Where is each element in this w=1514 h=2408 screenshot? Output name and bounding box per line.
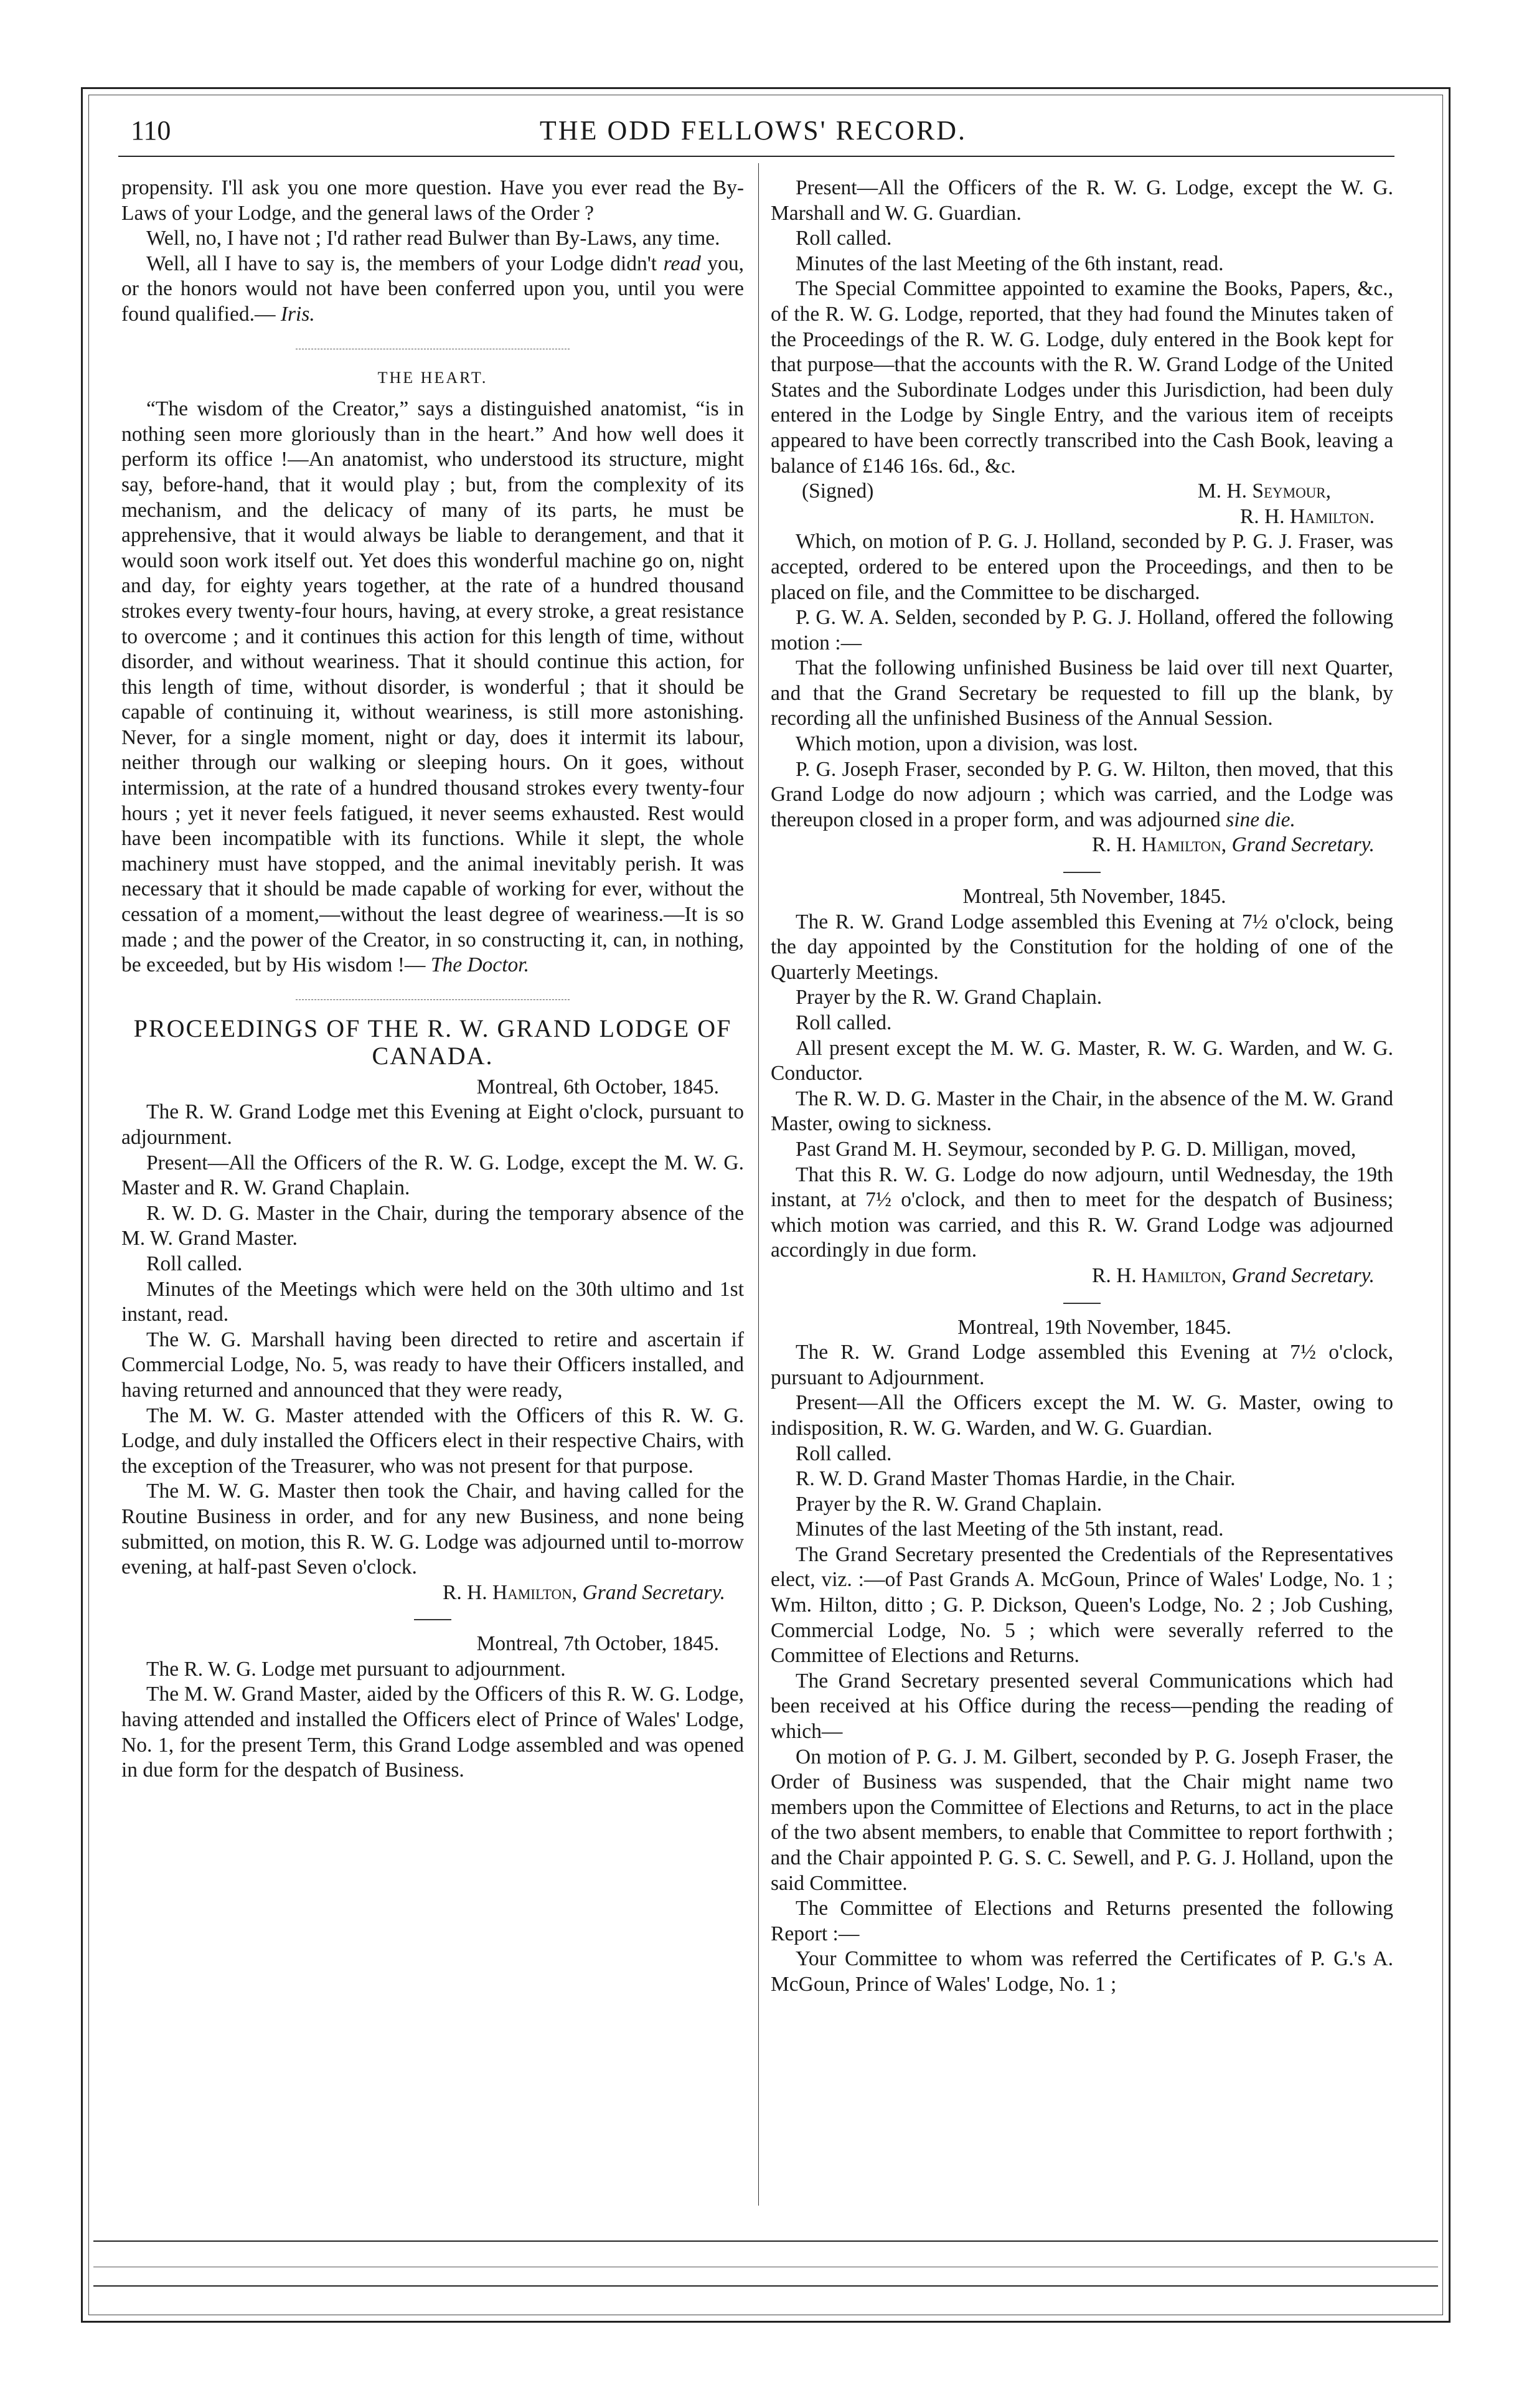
- paragraph: Minutes of the last Meeting of the 6th instant, read.: [796, 252, 1224, 275]
- paragraph: Which motion, upon a division, was lost.: [796, 732, 1138, 756]
- paragraph: The R. W. Grand Lodge met this Evening at Eight o'clock, pursuant to adjournment.: [121, 1100, 744, 1149]
- paragraph: Roll called.: [796, 227, 892, 250]
- paragraph: The M. W. Grand Master, aided by the Officers of this R. W. G. Lodge, having attended and installed the Officers elect of Prince of Wales' Lodge, No. 1, for the present Term, this Grand Lodge assembled and was opened in due form for the despatch of Business.: [121, 1683, 744, 1782]
- signed-label: (Signed): [802, 479, 874, 503]
- emphasis: read: [663, 252, 701, 275]
- paragraph: The R. W. Grand Lodge assembled this Evening at 7½ o'clock, being the day appointed by the Constitution for the holding of one of the Quarterly Meetings.: [771, 910, 1393, 984]
- paragraph: The R. W. D. G. Master in the Chair, in the absence of the M. W. Grand Master, owing to sickness.: [771, 1087, 1393, 1136]
- section-separator: [296, 999, 570, 1000]
- article-heading: THE HEART.: [377, 368, 488, 387]
- paragraph: The R. W. Grand Lodge assembled this Evening at 7½ o'clock, pursuant to Adjournment.: [771, 1341, 1393, 1389]
- paragraph: Which, on motion of P. G. J. Holland, seconded by P. G. J. Fraser, was accepted, ordered to be entered upon the Proceedings, and then to be placed on file, and the Committee to be discharged.: [771, 530, 1393, 604]
- text-run: “The wisdom of the Creator,” says a distinguished anatomist, “is in nothing seen more gloriously than in the heart.” And how well does it perform its office !—An anatomist, who understood its structure, might say, before-hand, that it would play ; but, from the complexity of its mechanism, and the delicacy of many of its parts, he must be apprehensive, that it would always be liable to derangement, and that it would soon work itself out. Yet does this wonderful machine go on, night and day, for eighty years together, at the rate of a hundred thousand strokes every twenty-four hours, having, at every stroke, a great resistance to overcome ; and it continues this action for this length of time, without disorder, and without weariness. That it should continue this action, for this length of time, without disorder, is wonderful ; that it should be capable of continuing it, without weariness, is still more astonishing. Never, for a single moment, night or day, does it intermit its labour, neither through our walking or sleeping hours. On it goes, without intermission, at the rate of a hundred thousand strokes every twenty-four hours ; yet it never feels fatigued, it never seems exhausted. Rest would have been incompatible with its functions. While it slept, the whole machinery must have stopped, and the animal inevitably perish. It was necessary that it should be made capable of working for ever, without the cessation of a moment,—without the least degree of weariness.—It is so made ; and the power of the Creator, in so constructing it, can, in nothing, be exceeded, but by His wisdom !—: [121, 397, 744, 977]
- footer-rule: [93, 2240, 1438, 2242]
- paragraph: R. W. D. G. Master in the Chair, during the temporary absence of the M. W. Grand Master.: [121, 1201, 744, 1250]
- signature-name: R. H. Hamilton,: [443, 1580, 578, 1604]
- paragraph: Roll called.: [146, 1252, 243, 1275]
- signer-name: R. H. Hamilton.: [1239, 504, 1375, 528]
- signature-name: R. H. Hamilton,: [1092, 833, 1227, 857]
- footer-rule: [93, 2285, 1438, 2287]
- emphasis: sine die.: [1226, 808, 1295, 831]
- short-separator: [414, 1619, 451, 1620]
- paragraph: Well, no, I have not ; I'd rather read Bulwer than By-Laws, any time.: [146, 227, 720, 250]
- signature-block: [771, 479, 1393, 504]
- dateline: Montreal, 6th October, 1845.: [476, 1075, 719, 1098]
- signature: [771, 833, 1393, 858]
- paragraph: All present except the M. W. G. Master, R. W. G. Warden, and W. G. Conductor.: [771, 1036, 1393, 1085]
- paragraph: Roll called.: [796, 1442, 892, 1465]
- paragraph: Your Committee to whom was referred the Certificates of P. G.'s A. McGoun, Prince of Wales' Lodge, No. 1 ;: [771, 1947, 1393, 1996]
- signature-title: Grand Secretary.: [1231, 1263, 1375, 1287]
- signer-name-2: [771, 504, 1393, 530]
- source-attribution: Iris.: [280, 302, 315, 326]
- short-separator: [1063, 872, 1101, 873]
- paragraph: That the following unfinished Business be laid over till next Quarter, and that the Grand Secretary be requested to fill up the blank, by recording all the unfinished Business of the Annual Session.: [771, 656, 1393, 730]
- paragraph: The W. G. Marshall having been directed to retire and ascertain if Commercial Lodge, No. 5, was ready to have their Officers installed, and having returned and announced that they were ready,: [121, 1328, 744, 1402]
- paragraph: The Special Committee appointed to examine the Books, Papers, &c., of the R. W. G. Lodge, reported, that they had found the Minutes taken of the Proceedings of the R. W. G. Lodge, duly entered in the Book kept for that purpose—that the accounts with the R. W. Grand Lodge of the United States and the Subordinate Lodges under this Jurisdiction, had been duly entered in the Lodge by Single Entry, and the various item of receipts appeared to have been correctly transcribed into the Cash Book, leaving a balance of £146 16s. 6d., &c.: [771, 277, 1393, 478]
- column-divider: [758, 163, 759, 2206]
- paragraph: Prayer by the R. W. Grand Chaplain.: [796, 986, 1103, 1009]
- paragraph: The Grand Secretary presented the Credentials of the Representatives elect, viz. :—of Past Grands A. McGoun, Prince of Wales' Lodge, No. 1 ; Wm. Hilton, ditto ; G. P. Dickson, Queen's Lodge, No. 2 ; Job Cushing, Commercial Lodge, No. 5 ; which were severally referred to the Committee of Elections and Returns.: [771, 1542, 1393, 1668]
- paragraph: That this R. W. G. Lodge do now adjourn, until Wednesday, the 19th instant, at 7½ o'clock, and then to meet for the despatch of Business; which motion was carried, and this R. W. Grand Lodge was adjourned accordingly in due form.: [771, 1163, 1393, 1262]
- dateline: Montreal, 19th November, 1845.: [957, 1315, 1231, 1339]
- page-header: [118, 111, 1388, 154]
- paragraph: Prayer by the R. W. Grand Chaplain.: [796, 1492, 1103, 1516]
- right-column: [771, 176, 1393, 1998]
- source-attribution: The Doctor.: [430, 953, 530, 977]
- signature: [121, 1580, 744, 1606]
- article-heading: PROCEEDINGS OF THE R. W. GRAND LODGE OF CANADA.: [133, 1014, 732, 1070]
- paragraph: R. W. D. Grand Master Thomas Hardie, in the Chair.: [796, 1467, 1236, 1491]
- paragraph: Minutes of the Meetings which were held on the 30th ultimo and 1st instant, read.: [121, 1277, 744, 1326]
- text-run: P. G. Joseph Fraser, seconded by P. G. W. Hilton, then moved, that this Grand Lodge do now adjourn ; which was carried, and the Lodge was thereupon closed in a proper form, and was adjourned: [771, 757, 1393, 831]
- paragraph: [771, 757, 1393, 833]
- dateline: Montreal, 5th November, 1845.: [962, 885, 1226, 909]
- paragraph: The M. W. G. Master attended with the Officers of this R. W. G. Lodge, and duly installed the Officers elect in their respective Chairs, with the exception of the Treasurer, who was not present for that purpose.: [121, 1404, 744, 1478]
- paragraph: The Committee of Elections and Returns presented the following Report :—: [771, 1897, 1393, 1945]
- dateline: Montreal, 7th October, 1845.: [476, 1632, 719, 1656]
- paragraph: Past Grand M. H. Seymour, seconded by P. G. D. Milligan, moved,: [796, 1137, 1356, 1161]
- paragraph: The Grand Secretary presented several Communications which had been received at his Office during the recess—pending the reading of which—: [771, 1669, 1393, 1744]
- signer-name: M. H. Seymour,: [1197, 479, 1331, 503]
- paragraph: Minutes of the last Meeting of the 5th instant, read.: [796, 1518, 1224, 1541]
- signature-title: Grand Secretary.: [1231, 833, 1375, 857]
- text-run: Well, all I have to say is, the members of your Lodge didn't: [146, 252, 657, 275]
- paragraph: The M. W. G. Master then took the Chair, and having called for the Routine Business in order, and for any new Business, and none being submitted, on motion, this R. W. G. Lodge was adjourned until to-morrow evening, at half-past Seven o'clock.: [121, 1480, 744, 1579]
- paragraph: On motion of P. G. J. M. Gilbert, seconded by P. G. Joseph Fraser, the Order of Business was suspended, that the Chair might name two members upon the Committee of Elections and Returns, to act in the place of the two absent members, to enable that Committee to report forthwith ; and the Chair appointed P. G. S. C. Sewell, and P. G. J. Holland, upon the said Committee.: [771, 1745, 1393, 1895]
- paragraph: Roll called.: [796, 1011, 892, 1034]
- paragraph: The R. W. G. Lodge met pursuant to adjournment.: [146, 1657, 566, 1681]
- text-run: you, or the honors would not have been conferred upon you, until you were found qualified.—: [121, 252, 745, 326]
- running-title: THE ODD FELLOWS' RECORD.: [539, 115, 967, 146]
- signature: [771, 1263, 1393, 1289]
- page-number: 110: [131, 115, 171, 146]
- signature-name: R. H. Hamilton,: [1092, 1263, 1227, 1287]
- short-separator: [1063, 1303, 1101, 1304]
- paragraph: Present—All the Officers of the R. W. G. Lodge, except the W. G. Marshall and W. G. Guardian.: [771, 176, 1393, 225]
- paragraph: Present—All the Officers of the R. W. G. Lodge, except the M. W. G. Master and R. W. Grand Chaplain.: [121, 1151, 744, 1200]
- paragraph: [121, 397, 744, 978]
- paragraph: propensity. I'll ask you one more question. Have you ever read the By-Laws of your Lodge, and the general laws of the Order ?: [121, 176, 744, 225]
- signature-title: Grand Secretary.: [582, 1580, 725, 1604]
- paragraph: P. G. W. A. Selden, seconded by P. G. J. Holland, offered the following motion :—: [771, 606, 1393, 654]
- header-rule: [118, 156, 1394, 157]
- left-column: [121, 176, 744, 1783]
- paragraph: Present—All the Officers except the M. W. G. Master, owing to indisposition, R. W. G. Warden, and W. G. Guardian.: [771, 1391, 1393, 1440]
- paragraph: [121, 252, 744, 328]
